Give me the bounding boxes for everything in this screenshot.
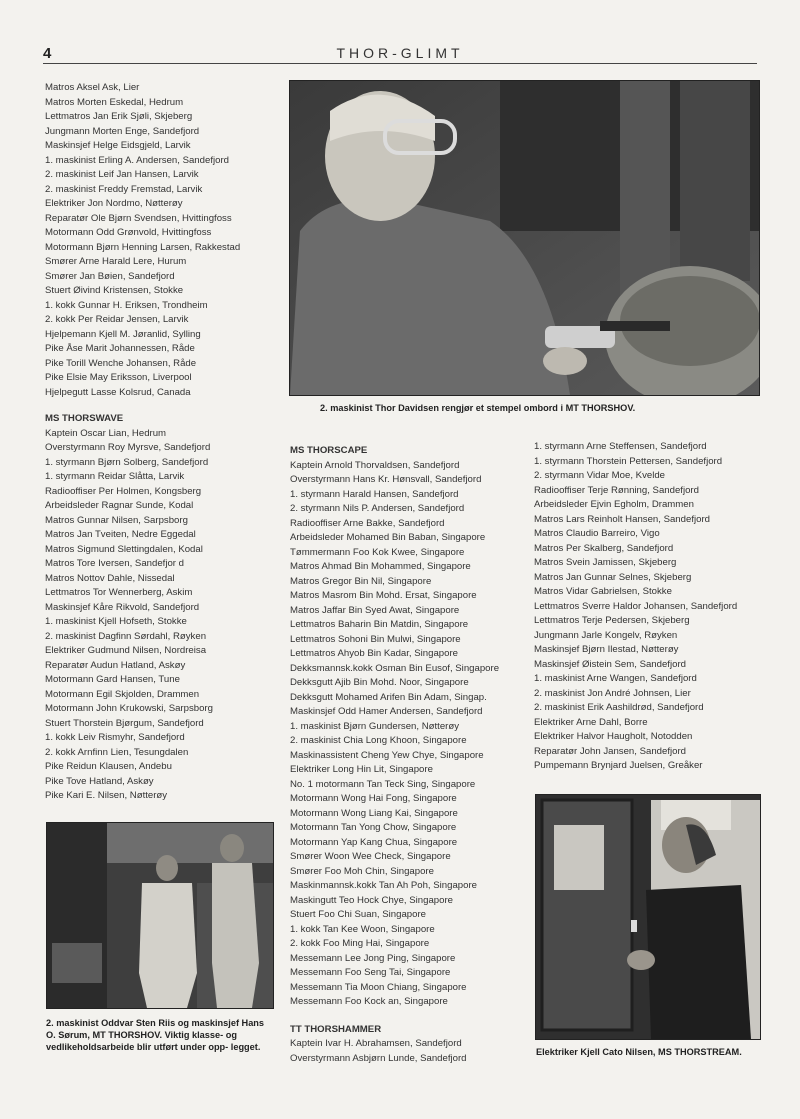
crew-entry: Pike Elsie May Eriksson, Liverpool [45,372,192,383]
crew-entry: 1. styrmann Bjørn Solberg, Sandefjord [45,456,209,468]
crew-entry: 1. maskinist Erling A. Andersen, Sandefjord [45,154,229,166]
crew-entry: Lettmatros Sverre Haldor Johansen, Sandefjord [534,600,738,612]
crew-entry: Hjelpemann Kjell M. Jøranlid, Sylling [45,328,201,340]
crew-entry: Matros Morten Eskedal, Hedrum [45,96,184,108]
crew-entry: Matros Svein Jamissen, Skjeberg [534,557,677,568]
crew-entry: Elektriker Jon Nordmo, Nøtterøy [45,198,183,209]
crew-entry: Motormann Wong Hai Fong, Singapore [290,793,457,804]
crew-list-right [534,440,760,774]
caption-top-photo: 2. maskinist Thor Davidsen rengjør et stempel ombord i MT THORSHOV. [320,403,636,413]
crew-list-top [45,81,280,400]
section-heading-thorswave: MS THORSWAVE [45,413,124,424]
crew-entry: Dekksgutt Ajib Bin Mohd. Noor, Singapore [290,677,469,688]
crew-entry: Reparatør John Jansen, Sandefjord [534,745,686,757]
crew-entry: Maskinassistent Cheng Yew Chye, Singapore [290,749,484,761]
crew-entry: Jungmann Morten Enge, Sandefjord [45,125,200,137]
crew-entry: Smører Foo Moh Chin, Singapore [290,865,434,877]
column-left [45,81,280,804]
crew-entry: 1. kokk Gunnar H. Eriksen, Trondheim [45,299,208,311]
crew-entry: Overstyrmann Roy Myrsve, Sandefjord [45,442,211,453]
column-middle [290,444,522,1066]
crew-entry: 2. maskinist Chia Long Khoon, Singapore [290,735,467,746]
crew-entry: Lettmatros Terje Pedersen, Skjeberg [534,615,690,626]
crew-entry: Lettmatros Jan Erik Sjøli, Skjeberg [45,111,193,122]
crew-entry: Pike Åse Marit Johannessen, Råde [45,343,195,354]
crew-entry: Radiooffiser Per Holmen, Kongsberg [45,485,202,497]
crew-entry: 2. maskinist Jon André Johnsen, Lier [534,687,691,699]
crew-entry: Maskinsjef Øistein Sem, Sandefjord [534,658,686,670]
crew-entry: Messemann Foo Seng Tai, Singapore [290,967,451,978]
crew-entry: Motormann Gard Hansen, Tune [45,674,180,685]
crew-entry: 1. maskinist Bjørn Gundersen, Nøtterøy [290,720,460,732]
crew-entry: Jungmann Jarle Kongelv, Røyken [534,629,678,641]
crew-entry: Matros Tore Iversen, Sandefjor d [45,558,185,569]
caption-left-photo: 2. maskinist Oddvar Sten Riis og maskinsjef Hans O. Sørum, MT THORSHOV. Viktig klasse- og vedlikeholdsarbeide blir utført under opp- legget. [46,1018,265,1052]
crew-entry: 1. styrmann Thorstein Pettersen, Sandefjord [534,455,723,467]
crew-entry: Radiooffiser Terje Rønning, Sandefjord [534,484,699,496]
page-number: 4 [43,45,52,62]
crew-entry: 1. styrmann Arne Steffensen, Sandefjord [534,441,707,452]
crew-entry: Dekksgutt Mohamed Arifen Bin Adam, Singap. [290,691,487,703]
crew-entry: Elektriker Long Hin Lit, Singapore [290,764,433,775]
crew-entry: 2. kokk Per Reidar Jensen, Larvik [45,314,189,325]
crew-entry: Stuert Foo Chi Suan, Singapore [290,909,426,920]
crew-entry: Motormann Yap Kang Chua, Singapore [290,836,458,848]
crew-entry: Smører Woon Wee Check, Singapore [290,851,451,862]
photo-piston-cleaning [289,80,760,396]
crew-entry: Matros Masrom Bin Mohd. Ersat, Singapore [290,590,477,601]
crew-entry: Motormann Tan Yong Chow, Singapore [290,822,457,833]
crew-entry: Matros Gunnar Nilsen, Sarpsborg [45,514,188,526]
crew-entry: 1. styrmann Harald Hansen, Sandefjord [290,488,459,500]
crew-entry: Matros Ahmad Bin Mohammed, Singapore [290,561,471,572]
crew-entry: Lettmatros Tor Wennerberg, Askim [45,587,193,598]
crew-entry: Maskingutt Teo Hock Chye, Singapore [290,894,454,906]
photo-illustration [47,823,273,1008]
section-heading-thorscape: MS THORSCAPE [290,445,368,456]
crew-entry: Maskinsjef Helge Eidsgjeld, Larvik [45,140,191,151]
crew-entry: Matros Jan Gunnar Selnes, Skjeberg [534,571,692,583]
crew-entry: No. 1 motormann Tan Teck Sing, Singapore [290,778,476,790]
crew-entry: Dekksmannsk.kokk Osman Bin Eusof, Singapore [290,662,500,674]
crew-entry: Maskinsjef Kåre Rikvold, Sandefjord [45,601,200,613]
crew-entry: 1. maskinist Kjell Hofseth, Stokke [45,616,187,627]
crew-entry: 1. styrmann Reidar Slåtta, Larvik [45,471,185,482]
crew-entry: Elektriker Gudmund Nilsen, Nordreisa [45,645,207,656]
crew-entry: 2. kokk Arnfinn Lien, Tesungdalen [45,746,189,758]
crew-entry: 2. maskinist Erik Aashildrød, Sandefjord [534,702,704,713]
crew-list-thorswave [45,427,280,804]
crew-entry: 1. maskinist Arne Wangen, Sandefjord [534,673,697,684]
crew-entry: Hjelpegutt Lasse Kolsrud, Canada [45,386,191,398]
crew-entry: Arbeidsleder Mohamed Bin Baban, Singapore [290,532,486,543]
photo-illustration [536,795,760,1039]
crew-entry: Motormann Egil Skjolden, Drammen [45,688,200,700]
crew-entry: Arbeidsleder Ejvin Egholm, Drammen [534,499,694,510]
crew-list-thorshammer [290,1037,522,1066]
crew-entry: Lettmatros Sohoni Bin Mulwi, Singapore [290,633,461,645]
crew-list-thorscape [290,459,522,1010]
crew-entry: Elektriker Halvor Haugholt, Notodden [534,731,693,742]
masthead-title: THOR-GLIMT [336,45,464,61]
crew-entry: 2. kokk Foo Ming Hai, Singapore [290,938,430,949]
crew-entry: Overstyrmann Hans Kr. Hønsvall, Sandefjord [290,474,482,485]
crew-entry: 1. kokk Tan Kee Woon, Singapore [290,923,435,935]
crew-entry: Lettmatros Baharin Bin Matdin, Singapore [290,619,469,630]
crew-entry: Arbeidsleder Ragnar Sunde, Kodal [45,500,194,511]
photo-engine-room [46,822,274,1009]
crew-entry: Kaptein Ivar H. Abrahamsen, Sandefjord [290,1038,462,1049]
crew-entry: Smører Arne Harald Lere, Hurum [45,256,187,267]
crew-entry: Radiooffiser Arne Bakke, Sandefjord [290,517,445,529]
crew-entry: Motormann Wong Liang Kai, Singapore [290,807,458,819]
crew-entry: Matros Jan Tveiten, Nedre Eggedal [45,529,196,540]
crew-entry: Maskinsjef Bjørn Ilestad, Nøtterøy [534,644,679,655]
crew-entry: Overstyrmann Asbjørn Lunde, Sandefjord [290,1052,467,1064]
crew-entry: Pike Torill Wenche Johansen, Råde [45,357,197,369]
crew-entry: Stuert Thorstein Bjørgum, Sandefjord [45,717,204,729]
photo-electrician [535,794,761,1040]
crew-entry: Kaptein Arnold Thorvaldsen, Sandefjord [290,459,460,471]
crew-entry: Matros Claudio Barreiro, Vigo [534,528,660,539]
crew-entry: Pike Kari E. Nilsen, Nøtterøy [45,790,168,801]
crew-entry: Messemann Tia Moon Chiang, Singapore [290,981,467,993]
crew-entry: Matros Nottov Dahle, Nissedal [45,572,175,584]
crew-entry: Kaptein Oscar Lian, Hedrum [45,427,167,439]
crew-entry: Elektriker Arne Dahl, Borre [534,716,648,728]
crew-entry: Stuert Øivind Kristensen, Stokke [45,285,184,296]
crew-entry: Matros Gregor Bin Nil, Singapore [290,575,432,587]
crew-entry: Reparatør Ole Bjørn Svendsen, Hvittingfoss [45,212,232,224]
crew-entry: 1. kokk Leiv Rismyhr, Sandefjord [45,732,185,743]
header-rule [43,63,757,64]
crew-entry: Maskinsjef Odd Hamer Andersen, Sandefjord [290,706,483,717]
crew-entry: Motormann Odd Grønvold, Hvittingfoss [45,227,212,238]
crew-entry: 2. maskinist Leif Jan Hansen, Larvik [45,169,199,180]
crew-entry: Matros Vidar Gabrielsen, Stokke [534,586,672,597]
crew-entry: Messemann Foo Kock an, Singapore [290,996,448,1007]
crew-entry: Smører Jan Bøien, Sandefjord [45,270,175,282]
crew-entry: 2. styrmann Nils P. Andersen, Sandefjord [290,503,465,514]
column-right [534,440,760,774]
crew-entry: Pike Reidun Klausen, Andebu [45,761,172,772]
crew-entry: 2. maskinist Freddy Fremstad, Larvik [45,183,203,195]
crew-entry: Maskinmannsk.kokk Tan Ah Poh, Singapore [290,880,478,891]
crew-entry: Tømmermann Foo Kok Kwee, Singapore [290,546,465,558]
crew-entry: Reparatør Audun Hatland, Askøy [45,659,186,671]
crew-entry: 2. styrmann Vidar Moe, Kvelde [534,470,666,481]
crew-entry: Matros Per Skalberg, Sandefjord [534,542,674,554]
caption-right-photo: Elektriker Kjell Cato Nilsen, MS THORSTREAM. [536,1047,742,1057]
crew-entry: Matros Aksel Ask, Lier [45,82,140,93]
crew-entry: Motormann Bjørn Henning Larsen, Rakkestad [45,241,241,253]
crew-entry: Pike Tove Hatland, Askøy [45,775,154,787]
crew-entry: Messemann Lee Jong Ping, Singapore [290,952,456,964]
crew-entry: Matros Lars Reinholt Hansen, Sandefjord [534,513,710,525]
crew-entry: Pumpemann Brynjard Juelsen, Greåker [534,760,703,771]
photo-illustration [290,81,759,395]
section-heading-thorshammer: TT THORSHAMMER [290,1023,382,1035]
crew-entry: Motormann John Krukowski, Sarpsborg [45,703,213,714]
crew-entry: Matros Jaffar Bin Syed Awat, Singapore [290,604,460,616]
crew-entry: Matros Sigmund Slettingdalen, Kodal [45,543,203,555]
crew-entry: 2. maskinist Dagfinn Sørdahl, Røyken [45,630,207,642]
crew-entry: Lettmatros Ahyob Bin Kadar, Singapore [290,648,458,659]
